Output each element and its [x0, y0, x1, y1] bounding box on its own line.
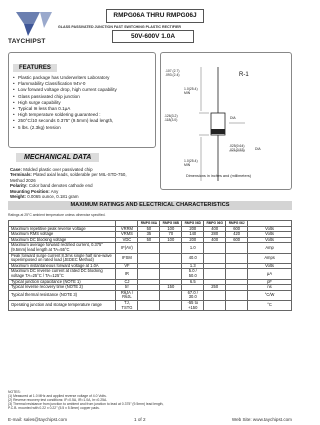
ratings-table — [8, 220, 292, 311]
value-cell: 70 — [160, 232, 182, 238]
unit-cell: °C — [248, 300, 292, 310]
value-cell — [226, 253, 248, 263]
value-cell: 420 — [226, 232, 248, 238]
value-cell — [138, 243, 160, 253]
features-panel — [8, 52, 156, 148]
symbol-cell: RθJA / RθJL — [116, 290, 138, 300]
unit-cell: Volts — [248, 232, 292, 238]
footnote: NOTES: — [8, 390, 21, 394]
value-cell: -55 to +150 — [182, 300, 204, 310]
contact-email[interactable]: E-mail: sales@taychipst.com — [8, 417, 68, 422]
feature-item: • Plastic package has Underwriters Laboratory — [13, 75, 151, 81]
unit-cell: Amp — [248, 243, 292, 253]
symbol-cell: CJ — [116, 279, 138, 285]
dim-lead-dia-label: DIA — [255, 147, 261, 151]
table-row — [9, 253, 292, 263]
value-cell: 400 — [204, 226, 226, 232]
value-cell: 67.0 / 30.0 — [182, 290, 204, 300]
unit-cell: °C/W — [248, 290, 292, 300]
dim-body-width: .107 (2.7) .093 (2.4) — [165, 69, 180, 77]
footnotes — [8, 390, 292, 410]
parameter-cell: Typical reverse recovery time (NOTE 2) — [9, 285, 116, 291]
parameter-cell: Maximum DC reverse current at rated DC blocking voltage TA=25°C / TA=125°C — [9, 269, 116, 279]
symbol-cell: VF — [116, 263, 138, 269]
table-row — [9, 269, 292, 279]
terminals-method: Method 2026 — [10, 177, 36, 183]
value-cell: 1.3 — [182, 263, 204, 269]
parameter-cell: Operating junction and storage temperature range — [9, 300, 116, 310]
feature-item: • Low forward voltage drop, high current capability — [13, 87, 151, 93]
symbol-cell: IR — [116, 269, 138, 279]
value-cell — [160, 243, 182, 253]
ratings-title: MAXIMUM RATINGS AND ELECTRICAL CHARACTERISTICS — [8, 201, 292, 210]
parameter-cell: Maximum average forward rectified current, 0.375" (9.5mm) lead length at TA=55°C — [9, 243, 116, 253]
value-cell: 1.0 — [182, 243, 204, 253]
dim-lead-dia: .025(0.64) .021(0.53) — [229, 144, 245, 152]
table-header-cell: RMPG 06G — [204, 221, 226, 227]
value-cell: 280 — [204, 232, 226, 238]
value-cell — [160, 290, 182, 300]
value-cell: 400 — [204, 237, 226, 243]
symbol-cell: IFSM — [116, 253, 138, 263]
features-title: FEATURES — [13, 64, 57, 72]
value-cell — [138, 290, 160, 300]
unit-cell: Amps — [248, 253, 292, 263]
parameter-cell: Maximum repetitive peak reverse voltage — [9, 226, 116, 232]
package-drawing-panel — [160, 52, 292, 190]
weight-line: Weight: 0.0065 ounce, 0.181 gram — [10, 194, 79, 200]
value-cell — [204, 243, 226, 253]
table-header-cell: RMPG 06J — [226, 221, 248, 227]
unit-cell: Volts — [248, 226, 292, 232]
mounting-line: Mounting Position: Any — [10, 188, 59, 194]
footnote: P.C.B. mounted with 0.22 x 0.22" (5.5 x 5.5mm) copper pads. — [8, 406, 100, 411]
value-cell — [226, 243, 248, 253]
mechanical-data — [10, 167, 160, 199]
value-cell: 150 — [160, 285, 182, 291]
brand-name: TAYCHIPST — [8, 38, 46, 45]
value-cell — [138, 253, 160, 263]
value-cell: 5.0 / 50.0 — [182, 269, 204, 279]
feature-item: • 250°C/10 seconds 0.375" (9.5mm) lead length, — [13, 118, 151, 124]
value-cell: 600 — [226, 237, 248, 243]
feature-item: • Typical Iʀ less than 0.1μA — [13, 106, 151, 112]
unit-cell: ns — [248, 285, 292, 291]
diode-outline-drawing — [161, 53, 293, 191]
website-link[interactable]: Web Site: www.taychipst.com — [231, 417, 292, 422]
page-number: 1 of 2 — [134, 417, 146, 422]
taychipst-logo — [10, 8, 58, 38]
parameter-cell: Typical thermal resistance (NOTE 3) — [9, 290, 116, 300]
dim-body-length: .126(3.2) .118(3.0) — [164, 114, 178, 122]
feature-item: • High surge capability — [13, 100, 151, 106]
symbol-cell: IF(AV) — [116, 243, 138, 253]
parameter-cell: Maximum RMS voltage — [9, 232, 116, 238]
unit-cell: μA — [248, 269, 292, 279]
value-cell: 100 — [160, 237, 182, 243]
value-cell: 35 — [138, 232, 160, 238]
value-cell: 100 — [160, 226, 182, 232]
feature-item: • Glass passivated chip junction — [13, 94, 151, 100]
parameter-cell: Typical junction capacitance (NOTE 1) — [9, 279, 116, 285]
value-cell: 250 — [204, 285, 226, 291]
footnote: (2) Reverse recovery test conditions: IF=0.5A, IR=1.0A, Irr=0.25A. — [8, 398, 108, 403]
value-cell — [138, 300, 160, 310]
part-series: RMPG06A THRU RMPG06J — [106, 9, 204, 23]
symbol-cell: VRMS — [116, 232, 138, 238]
value-cell: 50 — [138, 226, 160, 232]
unit-cell: Volts — [248, 263, 292, 269]
value-cell — [138, 269, 160, 279]
dim-body-dia: DIA — [230, 116, 236, 120]
feature-item: • 5 lbs. (2.3kg) tension — [13, 125, 151, 131]
value-cell: 200 — [182, 226, 204, 232]
footnote: (1) Measured at 1.0 MHz and applied reverse voltage of 4.0 Volts. — [8, 394, 107, 399]
value-cell — [160, 253, 182, 263]
dimension-units-note: Dimensions in inches and (millimeters) — [186, 174, 251, 178]
value-cell: 50 — [138, 237, 160, 243]
value-cell: 6.5 — [182, 279, 204, 285]
package-code: R-1 — [239, 72, 249, 78]
symbol-cell: trr — [116, 285, 138, 291]
feature-item: • High temperature soldering guaranteed : — [13, 112, 151, 118]
value-cell — [204, 290, 226, 300]
terminals-line: Terminals: Plated axial leads, solderable per MIL-STD-750, — [10, 172, 127, 178]
feature-list — [13, 75, 151, 131]
table-header-cell: RMPG 06D — [182, 221, 204, 227]
table-row — [9, 243, 292, 253]
symbol-cell: TJ, TSTG — [116, 300, 138, 310]
value-cell — [226, 269, 248, 279]
part-description: GLASS PASSIVATED JUNCTION FAST SWITCHING PLASTIC RECTIFIER — [58, 25, 181, 29]
unit-cell: Volts — [248, 237, 292, 243]
value-cell: 40.0 — [182, 253, 204, 263]
polarity-line: Polarity: Color band denotes cathode end — [10, 183, 93, 189]
value-cell: 140 — [182, 232, 204, 238]
value-cell: 200 — [182, 237, 204, 243]
dim-lead-length-top: 1.0(25.4) MIN — [184, 87, 198, 95]
feature-item: • Flammability Classification 94V-0 — [13, 81, 151, 87]
table-row — [9, 300, 292, 310]
case-line: Case: Molded plastic over passivated chip — [10, 167, 93, 172]
value-cell — [160, 300, 182, 310]
value-cell — [204, 269, 226, 279]
value-cell — [204, 253, 226, 263]
table-row — [9, 290, 292, 300]
ratings-conditions-note: Ratings at 25°C ambient temperature unless otherwise specified. — [8, 213, 106, 217]
parameter-cell: Maximum instantaneous forward voltage at 1.0A — [9, 263, 116, 269]
unit-cell: pF — [248, 279, 292, 285]
table-header-cell: RMPG 06A — [138, 221, 160, 227]
value-cell — [204, 300, 226, 310]
footnote: (3) Thermal resistance from junction to ambient and from junction to lead at 0.375" (9.5mm) lead length, — [8, 402, 164, 407]
voltage-current-rating: 50V-600V 1.0A — [112, 30, 194, 43]
parameter-cell: Maximum DC blocking voltage — [9, 237, 116, 243]
dim-lead-length-bottom: 1.0(25.4) MIN — [184, 159, 198, 167]
parameter-cell: Peak forward surge current 8.3ms single half sine-wave superimposed on rated load (JEDEC Method) — [9, 253, 116, 263]
value-cell — [226, 290, 248, 300]
value-cell — [226, 300, 248, 310]
symbol-cell: VRRM — [116, 226, 138, 232]
value-cell — [160, 269, 182, 279]
mechanical-data-title: MECHANICAL DATA — [16, 153, 99, 162]
value-cell: 600 — [226, 226, 248, 232]
symbol-cell: VDC — [116, 237, 138, 243]
table-header-cell: RMPG 06B — [160, 221, 182, 227]
